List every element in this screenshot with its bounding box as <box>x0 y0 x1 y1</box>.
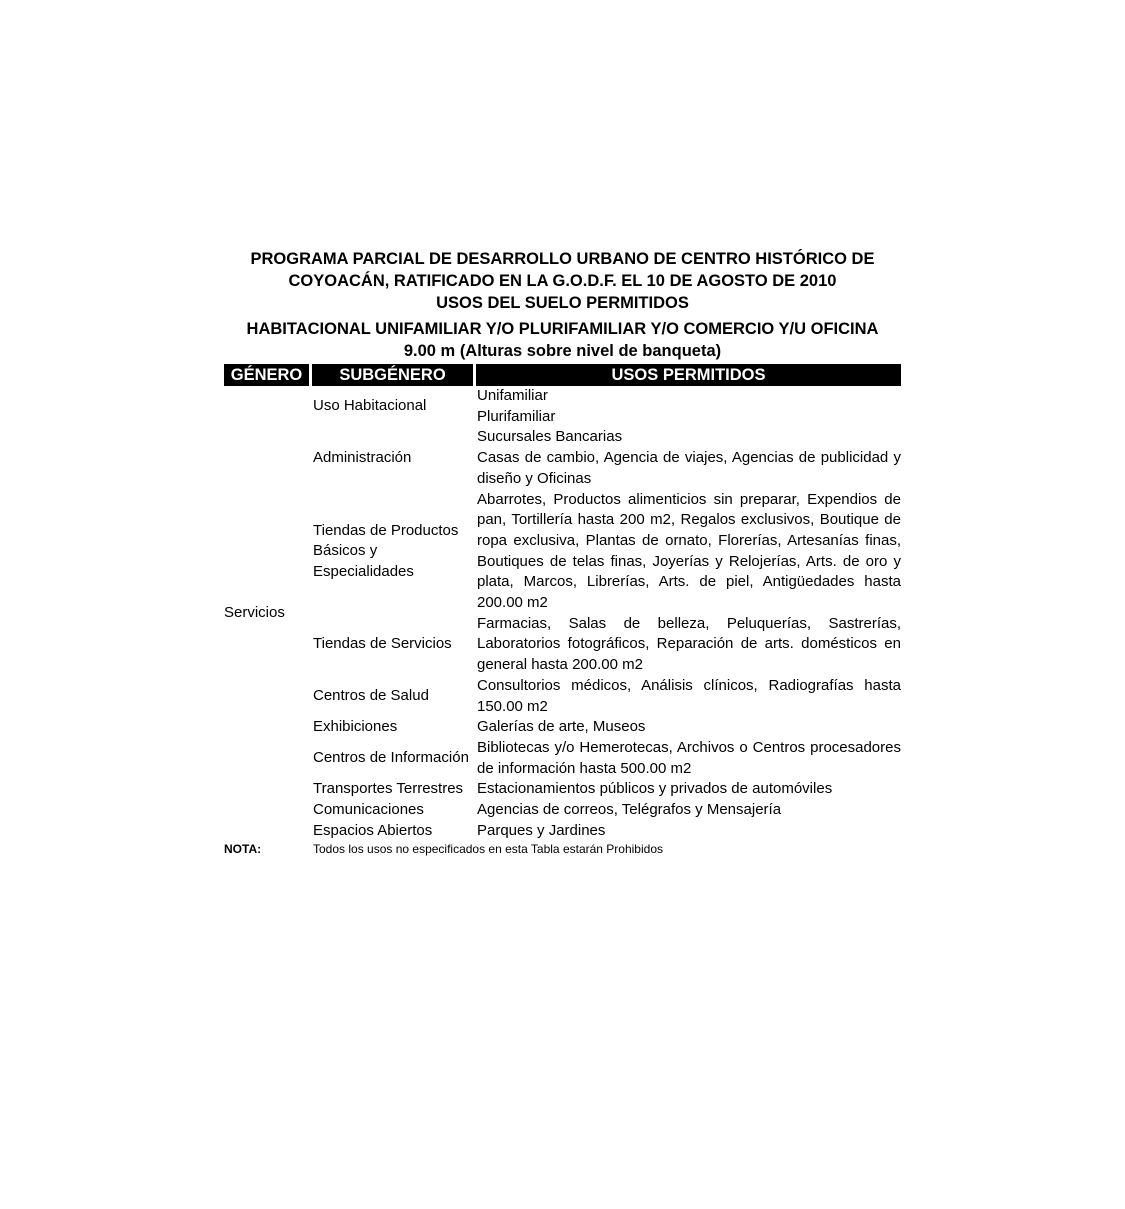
uso-cell: Estacionamientos públicos y privados de automóviles <box>477 780 833 798</box>
subgenero-cell: Centros de Información <box>313 749 469 767</box>
table-header-row <box>224 364 901 386</box>
uso-cell: Agencias de correos, Telégrafos y Mensajería <box>477 801 782 819</box>
table-row <box>224 738 901 779</box>
uso-cell: Abarrotes, Productos alimenticios sin preparar, Expendios de pan, Tortillería hasta 200 m2, Regalos exclusivos, Boutique de ropa exclusiva, Plantas de ornato, Florerías, Artesanías finas, Boutiques de telas finas, Joyerías y Relojerías, Arts. de oro y plata, Marcos, Librerías, Arts. de piel, Antigüedades hasta 200.00 m2 <box>477 490 901 612</box>
table-row <box>224 386 901 407</box>
table-row <box>224 821 901 842</box>
header-subgenero: SUBGÉNERO <box>312 364 476 386</box>
uso-cell: Parques y Jardines <box>477 821 606 839</box>
uso-cell: Sucursales Bancarias <box>477 428 623 446</box>
uso-cell: Consultorios médicos, Análisis clínicos, Radiografías hasta 150.00 m2 <box>477 676 901 715</box>
table-row <box>224 717 901 738</box>
header-usos: USOS PERMITIDOS <box>476 364 901 386</box>
title-line-3: USOS DEL SUELO PERMITIDOS <box>436 294 689 312</box>
uso-cell: Plurifamiliar <box>477 407 556 425</box>
uso-cell: Bibliotecas y/o Hemerotecas, Archivos o Centros procesadores de información hasta 500.00 m2 <box>477 738 901 777</box>
table-row <box>224 779 901 800</box>
nota-text: Todos los usos no especificados en esta Tabla estarán Prohibidos <box>313 842 663 857</box>
table-row <box>224 427 901 448</box>
subgenero-cell: Uso Habitacional <box>313 397 427 415</box>
title-line-1: PROGRAMA PARCIAL DE DESARROLLO URBANO DE CENTRO HISTÓRICO DE <box>250 250 875 268</box>
subgenero-cell: Transportes Terrestres <box>313 780 464 798</box>
subgenero-cell: Administración <box>313 449 412 467</box>
subgenero-cell: Espacios Abiertos <box>313 821 433 839</box>
subgenero-cell: Tiendas de Productos Básicos y Especialidades <box>313 521 459 580</box>
table-row <box>224 676 901 717</box>
usos-table <box>224 364 901 858</box>
uso-cell: Galerías de arte, Museos <box>477 718 646 736</box>
genero-cell: Servicios <box>224 604 285 622</box>
table-row <box>224 490 901 614</box>
title-line-5: 9.00 m (Alturas sobre nivel de banqueta) <box>403 342 722 360</box>
subgenero-cell: Comunicaciones <box>313 801 424 819</box>
document-page <box>224 248 901 858</box>
nota-row <box>224 841 901 858</box>
nota-label: NOTA: <box>224 842 262 857</box>
subgenero-cell: Exhibiciones <box>313 718 398 736</box>
uso-cell: Unifamiliar <box>477 387 548 404</box>
uso-cell: Farmacias, Salas de belleza, Peluquerías, Sastrerías, Laboratorios fotográficos, Reparación de arts. domésticos en general hasta 200.00 m2 <box>477 614 901 674</box>
table-row <box>224 614 901 676</box>
uso-cell: Casas de cambio, Agencia de viajes, Agencias de publicidad y diseño y Oficinas <box>477 449 901 487</box>
title-line-2: COYOACÁN, RATIFICADO EN LA G.O.D.F. EL 10 DE AGOSTO DE 2010 <box>288 272 837 290</box>
header-genero: GÉNERO <box>224 364 312 386</box>
table-row <box>224 800 901 821</box>
subgenero-cell: Centros de Salud <box>313 687 429 705</box>
title-line-4: HABITACIONAL UNIFAMILIAR Y/O PLURIFAMILIAR Y/O COMERCIO Y/U OFICINA <box>246 320 879 338</box>
subgenero-cell: Tiendas de Servicios <box>313 635 452 653</box>
